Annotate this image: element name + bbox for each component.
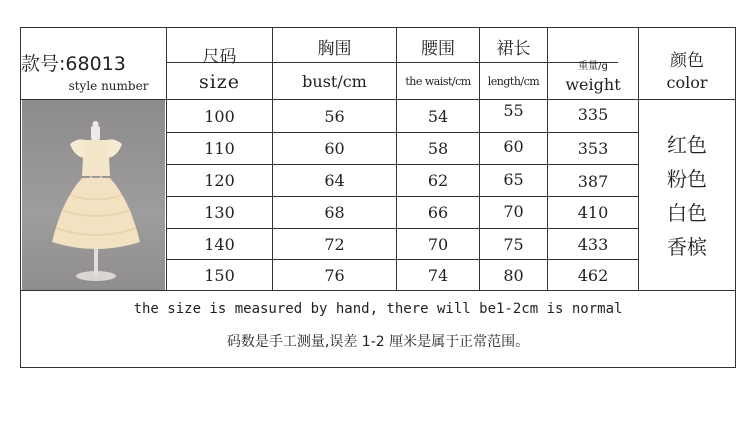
weight-cell: 462 bbox=[577, 265, 609, 285]
bust-cell: 68 bbox=[324, 203, 345, 222]
bust-header-cn: 胸围 bbox=[317, 38, 352, 59]
bust-cell: 60 bbox=[324, 139, 345, 158]
table-bottom-line bbox=[21, 290, 735, 291]
bust-header-en: bust/cm bbox=[302, 71, 367, 91]
dress-bodice bbox=[82, 140, 110, 176]
bust-cell: 76 bbox=[324, 265, 345, 285]
color-option: 白色 bbox=[667, 201, 707, 225]
bust-cell: 72 bbox=[324, 234, 345, 254]
length-cell: 80 bbox=[503, 265, 524, 285]
mannequin-neck bbox=[91, 126, 100, 140]
style-number-en: style number bbox=[68, 79, 149, 93]
weight-cell: 410 bbox=[577, 203, 609, 222]
length-cell: 70 bbox=[503, 202, 524, 221]
length-cell: 75 bbox=[503, 234, 524, 254]
style-number-cn: 款号:68013 bbox=[21, 52, 126, 75]
size-header-cn: 尺码 bbox=[202, 46, 237, 67]
size-cell: 120 bbox=[204, 171, 235, 190]
weight-header-cn: 重量/g bbox=[578, 60, 608, 72]
size-cell: 100 bbox=[204, 106, 235, 126]
dress-photo bbox=[22, 100, 165, 290]
waist-cell: 62 bbox=[427, 171, 449, 190]
color-header-en: color bbox=[666, 72, 708, 92]
color-option: 红色 bbox=[667, 133, 707, 157]
weight-cell: 335 bbox=[577, 104, 609, 124]
size-cell: 150 bbox=[204, 265, 235, 285]
waist-cell: 70 bbox=[427, 234, 449, 254]
weight-cell: 353 bbox=[577, 139, 609, 158]
waist-cell: 58 bbox=[427, 139, 449, 158]
mannequin-top bbox=[93, 121, 99, 127]
size-cell: 110 bbox=[204, 139, 235, 158]
weight-header-en: weight bbox=[565, 74, 621, 94]
color-header-cn: 颜色 bbox=[670, 50, 704, 71]
length-cell: 60 bbox=[503, 137, 524, 156]
size-cell: 130 bbox=[204, 203, 235, 222]
color-option: 粉色 bbox=[667, 167, 707, 191]
size-header-en: size bbox=[198, 71, 241, 93]
length-cell: 55 bbox=[503, 100, 524, 120]
dress-skirt bbox=[52, 178, 140, 249]
waist-cell: 54 bbox=[427, 106, 449, 126]
waist-cell: 66 bbox=[427, 203, 449, 222]
color-list bbox=[638, 128, 736, 264]
dress-illustration bbox=[22, 100, 165, 290]
measurement-note-en: the size is measured by hand, there will be1-2cm is normal bbox=[133, 301, 623, 317]
color-option: 香槟 bbox=[667, 235, 707, 259]
waist-cell: 74 bbox=[427, 265, 449, 285]
length-cell: 65 bbox=[503, 170, 524, 189]
waist-header-cn: 腰围 bbox=[421, 38, 455, 59]
weight-cell: 387 bbox=[577, 172, 609, 191]
bust-cell: 56 bbox=[324, 106, 345, 126]
length-header-cn: 裙长 bbox=[496, 38, 531, 59]
measurement-note-cn: 码数是手工测量,误差 1-2 厘米是属于正常范围。 bbox=[226, 334, 530, 350]
length-header-en: length/cm bbox=[487, 74, 540, 88]
bust-cell: 64 bbox=[324, 171, 345, 190]
waist-header-en: the waist/cm bbox=[405, 74, 471, 88]
weight-cell: 433 bbox=[577, 234, 609, 254]
size-chart bbox=[20, 27, 736, 368]
size-cell: 140 bbox=[204, 234, 235, 254]
